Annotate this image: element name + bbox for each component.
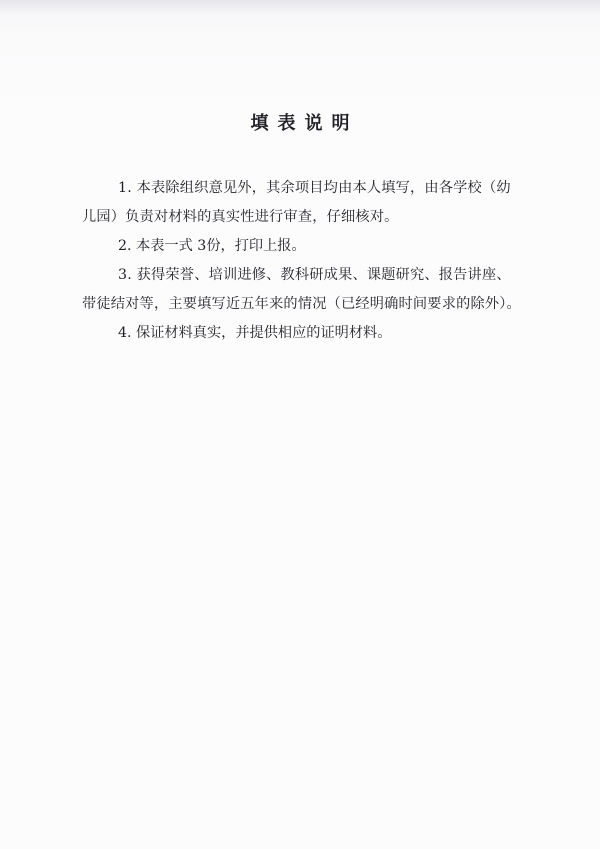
page-title: 填表说明 bbox=[250, 113, 359, 134]
instruction-item-2: 2. 本表一式 3份，打印上报。 bbox=[118, 238, 306, 254]
instruction-item-3: 3. 获得荣誉、培训进修、教科研成果、课题研究、报告讲座、带徒结对等，主要填写近五年来的情况（已经明确时间要求的除外）。 bbox=[82, 267, 521, 312]
instruction-item-4: 4. 保证材料真实，并提供相应的证明材料。 bbox=[118, 325, 392, 341]
instructions-body bbox=[82, 174, 522, 348]
scan-edge-shadow bbox=[0, 0, 600, 14]
instruction-item-1: 1. 本表除组织意见外，其余项目均由本人填写，由各学校（幼儿园）负责对材料的真实性进行审查，仔细核对。 bbox=[82, 180, 511, 225]
